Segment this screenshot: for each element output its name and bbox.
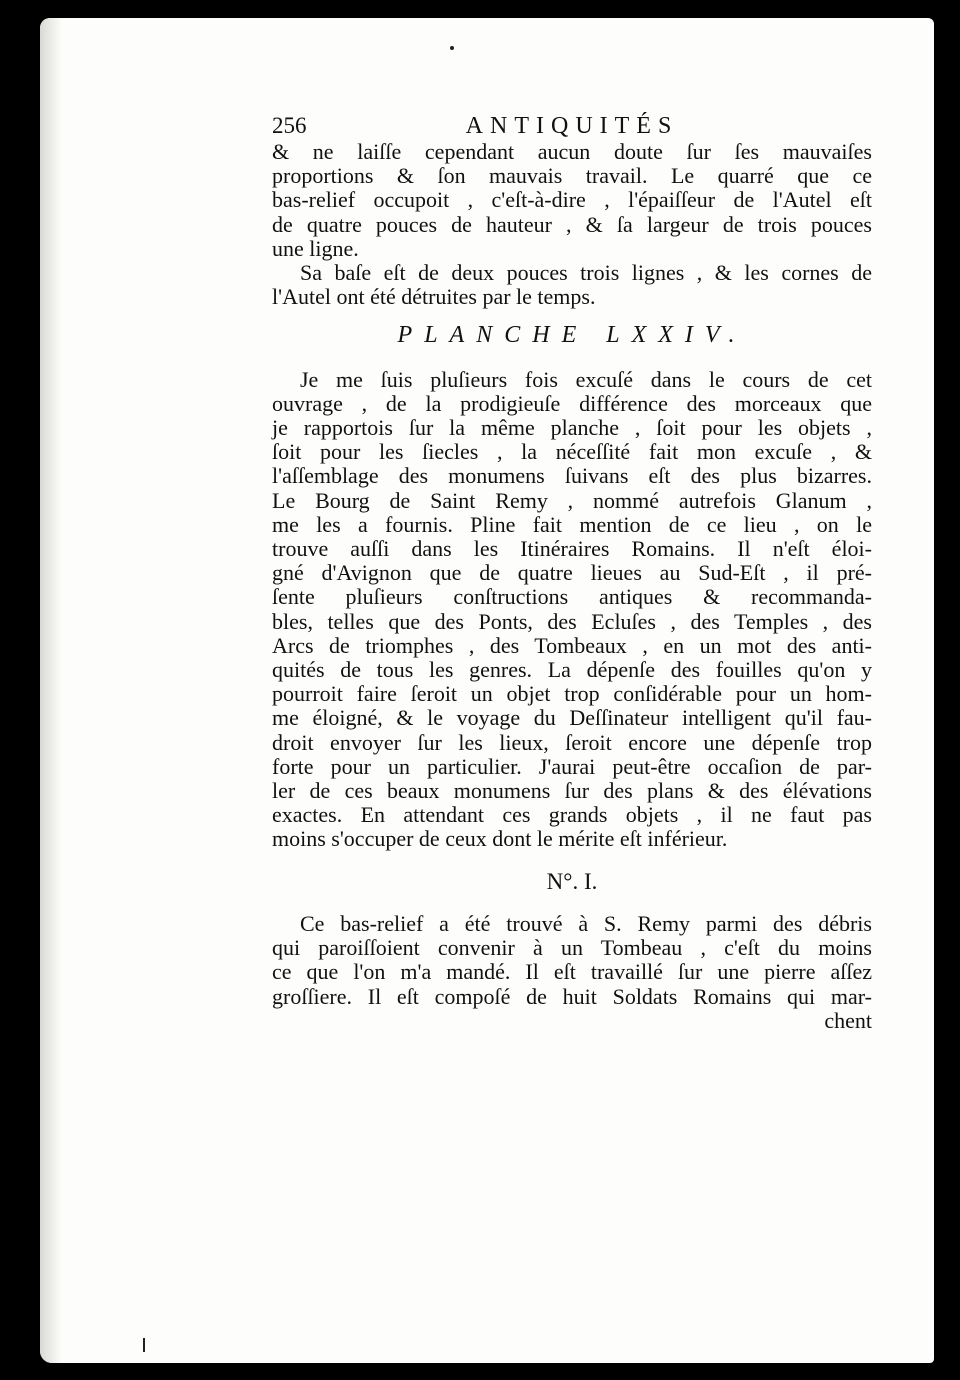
text-line: ce que l'on m'a mandé. Il eſt travaillé ſur une pierre aſſez <box>272 959 872 985</box>
paragraph-1 <box>272 140 872 261</box>
text-line: ler de ces beaux monumens ſur des plans & des élévations <box>272 778 872 804</box>
paragraph-3 <box>272 368 872 852</box>
book-page <box>40 18 934 1363</box>
page-header <box>272 114 872 140</box>
text-line: proportions & ſon mauvais travail. Le quarré que ce <box>272 163 872 189</box>
section-number: N°. I. <box>546 868 598 894</box>
text-line: ſente pluſieurs conſtructions antiques & recommanda- <box>272 584 872 610</box>
text-line: me éloigné, & le voyage du Deſſinateur intelligent qu'il fau- <box>272 705 872 731</box>
text-line: droit envoyer ſur les lieux, ſeroit encore une dépenſe trop <box>272 729 872 755</box>
text-line: pourroit faire ſeroit un objet trop conſidérable pour un hom- <box>272 681 872 707</box>
text-line: exactes. En attendant ces grands objets , il ne faut pas <box>272 802 872 828</box>
ink-speck <box>450 46 454 50</box>
text-line: me les a fournis. Pline fait mention de ce lieu , on le <box>272 511 872 537</box>
text-line: ſoit pour les ſiecles , la néceſſité fait mon excuſe , & <box>272 439 872 465</box>
text-line: bas-relief occupoit , c'eſt-à-dire , l'épaiſſeur de l'Autel eſt <box>272 187 872 213</box>
page-number: 256 <box>272 113 307 138</box>
text-line: & ne laiſſe cependant aucun doute ſur ſes mauvaiſes <box>272 139 872 164</box>
text-line: de quatre pouces de hauteur , & ſa largeur de trois pouces <box>272 211 872 237</box>
text-line: je rapportois ſur la même planche , ſoit pour les objets , <box>272 415 872 441</box>
running-title: ANTIQUITÉS <box>465 113 679 139</box>
text-line: l'Autel ont été détruites par le temps. <box>272 284 596 310</box>
text-line: Sa baſe eſt de deux pouces trois lignes , & les cornes de <box>300 260 872 286</box>
text-line: ouvrage , de la prodigieuſe différence des morceaux que <box>272 390 872 416</box>
text-line: groſſiere. Il eſt compoſé de huit Soldats Romains qui mar- <box>272 983 872 1009</box>
text-line: bles, telles que des Ponts, des Ecluſes , des Temples , des <box>272 608 872 634</box>
text-line: forte pour un particulier. J'aurai peut-être occaſion de par- <box>272 753 872 779</box>
text-line: Le Bourg de Saint Remy , nommé autrefois Glanum , <box>272 487 872 513</box>
text-line: qui paroiſſoient convenir à un Tombeau , c'eſt du moins <box>272 935 872 961</box>
text-line: quités de tous les genres. La dépenſe des fouilles qu'on y <box>272 657 872 683</box>
catchword: chent <box>824 1007 872 1033</box>
text-line: une ligne. <box>272 235 359 261</box>
text-line: l'aſſemblage des monumens ſuivans eſt des plus bizarres. <box>272 463 872 489</box>
text-line: Arcs de triomphes , des Tombeaux , en un mot des anti- <box>272 632 872 658</box>
text-line: Je me ſuis pluſieurs fois excuſé dans le cours de cet <box>300 366 872 392</box>
plate-heading: PLANCHE LXXIV. <box>397 322 747 349</box>
paragraph-4 <box>272 912 872 1033</box>
page-text <box>272 114 872 1033</box>
text-line: gné d'Avignon que de quatre lieues au Sud-Eſt , il pré- <box>272 560 872 586</box>
text-line: trouve auſſi dans les Itinéraires Romains. Il n'eſt éloi- <box>272 536 872 562</box>
text-line: moins s'occuper de ceux dont le mérite eſt inférieur. <box>272 826 728 852</box>
paragraph-2 <box>272 261 872 309</box>
ink-mark <box>143 1338 145 1352</box>
text-line: Ce bas-relief a été trouvé à S. Remy parmi des débris <box>300 910 872 936</box>
